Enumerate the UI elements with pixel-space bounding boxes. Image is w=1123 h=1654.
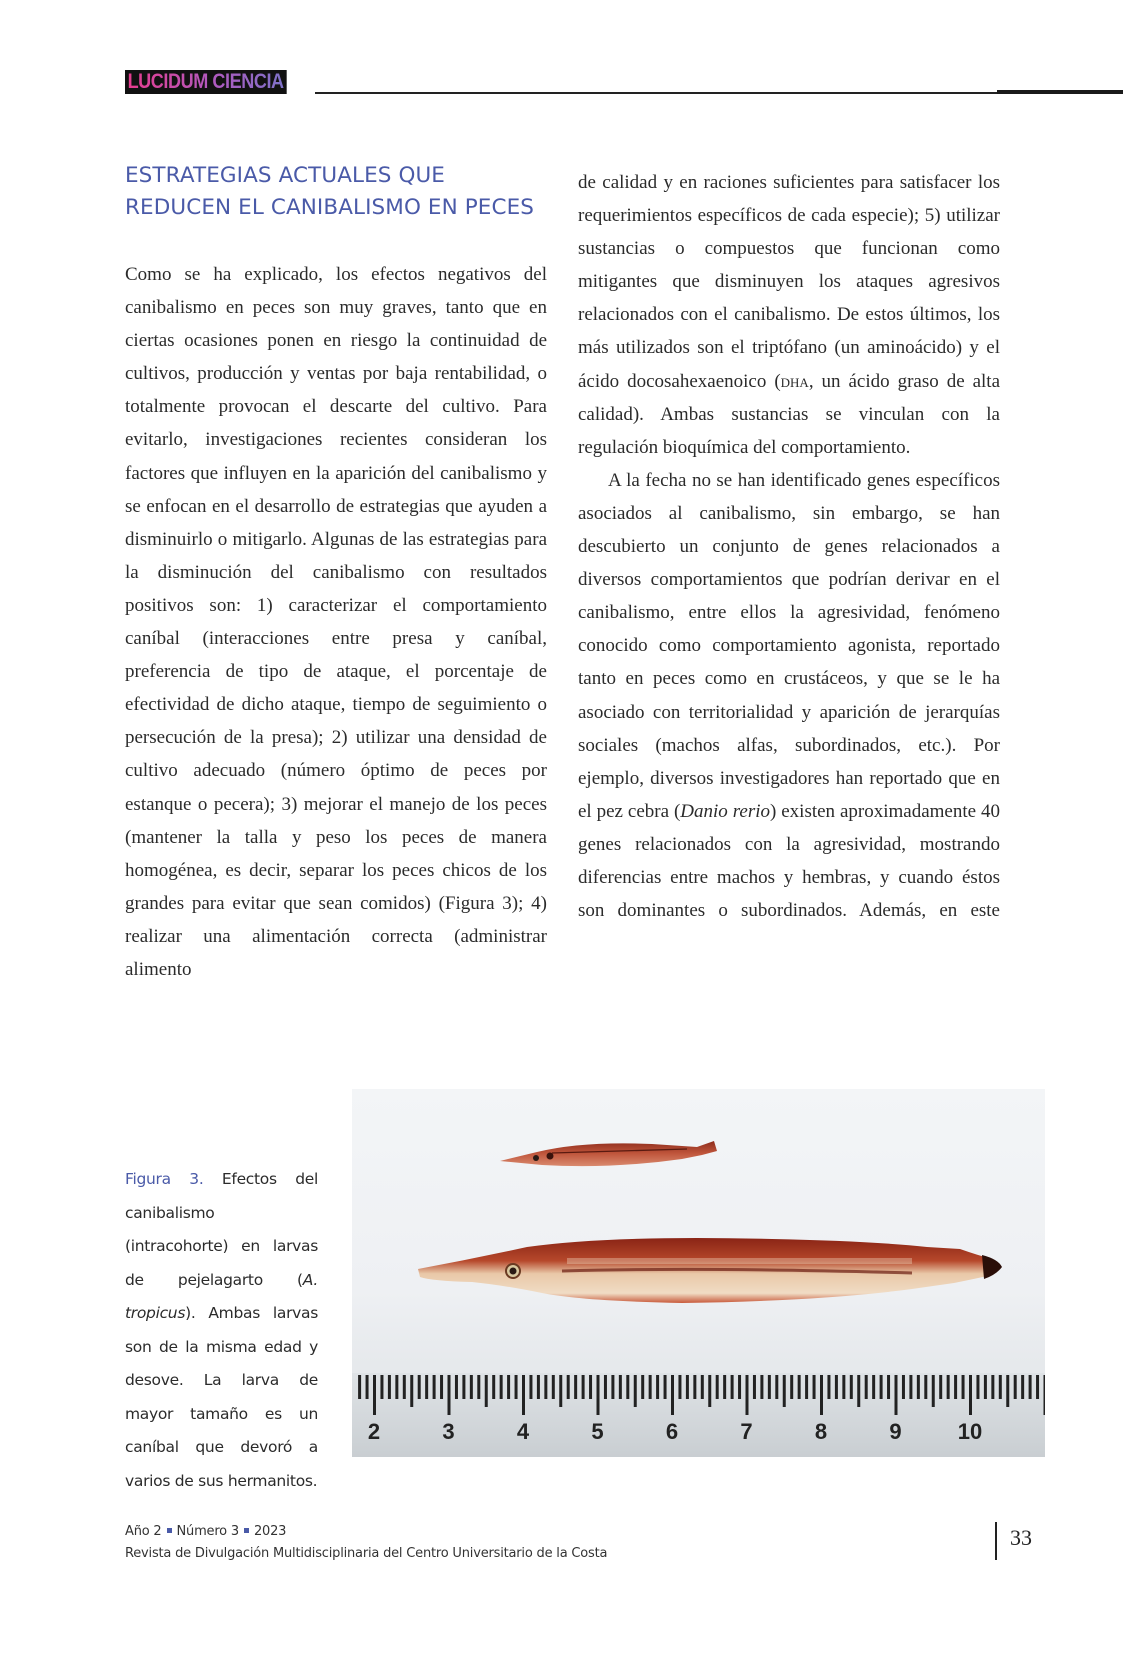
ruler-tick	[1021, 1375, 1024, 1399]
ruler-tick	[388, 1375, 391, 1399]
publication-name: Revista de Divulgación Multidisciplinaria del Centro Universitario de la Costa	[125, 1546, 608, 1561]
species-name: Danio rerio	[680, 800, 770, 822]
ruler-tick	[418, 1375, 421, 1399]
ruler-tick	[582, 1375, 585, 1399]
ruler-tick	[991, 1375, 994, 1399]
ruler-tick	[813, 1375, 816, 1399]
separator-square-icon	[167, 1528, 172, 1533]
ruler-label: 10	[957, 1419, 983, 1444]
ruler-tick	[850, 1375, 853, 1399]
larvae-photo-illustration	[352, 1089, 1045, 1457]
ruler-tick	[827, 1375, 830, 1399]
ruler-tick	[760, 1375, 763, 1399]
journal-logo: LUCIDUM CIENCIA	[125, 70, 286, 94]
header-rule-accent	[997, 90, 1123, 94]
separator-square-icon	[244, 1528, 249, 1533]
body-text: , un ácido graso de alta calidad). Ambas sustancias se vinculan con la regulación bioquímica del comportamiento.	[578, 370, 1000, 458]
ruler-tick	[604, 1375, 607, 1399]
ruler-major-tick	[522, 1375, 525, 1415]
ruler-label: 4	[516, 1419, 530, 1444]
ruler-tick	[656, 1375, 659, 1399]
body-paragraph: A la fecha no se han identificado genes específicos asociados al canibalismo, sin embargo, se han descubierto un conjunto de genes relacionados a diversos comportamientos que podrían derivar en el canibalismo, entre ellos la agresividad, fenómeno conocido como comportamiento agonista, reportado tanto en peces como en crustáceos, y que se le ha asociado con territorialidad y aparición de jerarquías sociales (machos alfas, subordinados, etc.). Por ejemplo, diversos investigadores han reportado que en el pez cebra (Danio rerio) existen aproximadamente 40 genes relacionados con la agresividad, mostrando diferencias entre machos y hembras, y cuando éstos son dominantes o subordinados. Además, en este	[578, 469, 1000, 922]
ruler-label: 8	[814, 1419, 828, 1444]
running-header	[125, 70, 1123, 96]
ruler-label: 5	[591, 1419, 604, 1444]
ruler-tick	[410, 1375, 413, 1407]
ruler-tick	[626, 1375, 629, 1399]
page-footer	[125, 1521, 607, 1565]
ruler-tick	[805, 1375, 808, 1399]
ruler-major-tick	[597, 1375, 600, 1415]
ruler-tick	[485, 1375, 488, 1407]
ruler-major-tick	[895, 1375, 898, 1415]
ruler-tick	[798, 1375, 801, 1399]
ruler-tick	[433, 1375, 436, 1399]
ruler-tick	[984, 1375, 987, 1399]
ruler-tick	[857, 1375, 860, 1407]
ruler-tick	[619, 1375, 622, 1399]
ruler-major-tick	[448, 1375, 451, 1415]
ruler-label: 6	[665, 1419, 679, 1444]
ruler-tick	[567, 1375, 570, 1399]
ruler-tick	[716, 1375, 719, 1399]
ruler-tick	[1006, 1375, 1009, 1407]
ruler-tick	[693, 1375, 696, 1399]
large-cannibal-larva	[418, 1238, 1002, 1303]
ruler-tick	[842, 1375, 845, 1399]
ruler-tick	[924, 1375, 927, 1399]
figure-3-photo	[352, 1089, 1045, 1457]
page-number-divider	[995, 1522, 997, 1560]
ruler-major-tick	[746, 1375, 749, 1415]
ruler-tick	[775, 1375, 778, 1399]
ruler-tick	[366, 1375, 369, 1399]
ruler-tick	[738, 1375, 741, 1399]
ruler-tick	[455, 1375, 458, 1399]
ruler-tick	[731, 1375, 734, 1399]
figure-label: Figura 3.	[125, 1170, 204, 1188]
ruler-tick	[1029, 1375, 1032, 1399]
ruler-tick	[470, 1375, 473, 1399]
ruler-label: 3	[442, 1419, 455, 1444]
ruler-tick	[999, 1375, 1002, 1399]
ruler-major-tick	[820, 1375, 823, 1415]
ruler-tick	[962, 1375, 965, 1399]
ruler-tick	[917, 1375, 920, 1399]
ruler-tick	[492, 1375, 495, 1399]
ruler-tick	[790, 1375, 793, 1399]
ruler-tick	[380, 1375, 383, 1399]
ruler-tick	[664, 1375, 667, 1399]
ruler-tick	[589, 1375, 592, 1399]
abbreviation: dha	[780, 370, 809, 392]
ruler-tick	[909, 1375, 912, 1399]
ruler-tick	[708, 1375, 711, 1407]
figure-caption: Figura 3. Efectos del canibalismo (intracohorte) en larvas de pejelagarto (A. tropicus). Ambas larvas son de la misma edad y desove. La larva de mayor tamaño es un caníbal que devoró a varios de sus hermanitos.	[125, 1170, 318, 1490]
ruler-tick	[678, 1375, 681, 1399]
ruler-label: 2	[367, 1419, 381, 1444]
small-larva	[500, 1141, 717, 1166]
ruler-major-tick	[671, 1375, 674, 1415]
page-number: 33	[1010, 1525, 1032, 1550]
ruler-tick	[723, 1375, 726, 1399]
ruler-tick	[395, 1375, 398, 1399]
ruler-tick	[552, 1375, 555, 1399]
ruler-tick	[537, 1375, 540, 1399]
body-text: de calidad y en raciones suficientes para satisfacer los requerimientos específicos de cada especie); 5) utilizar sustancias o compuestos que funcionan como mitigantes que disminuyen los ataques agresivos relacionados con el canibalismo. De estos últimos, los más utilizados son el triptófano (un aminoácido) y el ácido docosahexaenoico (	[578, 172, 1000, 392]
measuring-ruler	[352, 1373, 1045, 1457]
body-paragraph: Como se ha explicado, los efectos negativos del canibalismo en peces son muy graves, tanto que en ciertas ocasiones ponen en riesgo la continuidad de cultivos, producción y ventas por baja rentabilidad, o totalmente provocan el descarte del cultivo. Para evitarlo, investigaciones recientes consideran los factores que influyen en la aparición del canibalismo y se enfocan en el desarrollo de estrategias que ayuden a disminuirlo o mitigarlo. Algunas de las estrategias para la disminución del canibalismo con resultados positivos son: 1) caracterizar el comportamiento caníbal (interacciones entre presa y caníbal, preferencia de tipo de ataque, el porcentaje de efectividad de dicho ataque, tiempo de seguimiento o persecución de la presa); 2) utilizar una densidad de cultivo adecuado (número óptimo de peces por estanque o pecera); 3) mejorar el manejo de los peces (mantener la talla y peso los peces de manera homogénea, es decir, separar los peces chicos de los grandes para evitar que sean comidos) (Figura 3); 4) realizar una alimentación correcta (administrar alimento	[125, 264, 547, 980]
ruler-tick	[783, 1375, 786, 1407]
text-column-left	[125, 160, 547, 986]
ruler-tick	[686, 1375, 689, 1399]
ruler-tick	[947, 1375, 950, 1399]
ruler-tick	[939, 1375, 942, 1399]
ruler-tick	[880, 1375, 883, 1399]
ruler-label: 7	[740, 1419, 753, 1444]
ruler-tick	[634, 1375, 637, 1407]
ruler-tick	[753, 1375, 756, 1399]
ruler-label: 9	[889, 1419, 902, 1444]
ruler-tick	[500, 1375, 503, 1399]
ruler-tick	[641, 1375, 644, 1399]
ruler-tick	[544, 1375, 547, 1399]
ruler-tick	[425, 1375, 428, 1399]
issue-info: Año 2 Número 3 2023	[125, 1524, 287, 1539]
text-column-right	[578, 166, 1000, 927]
ruler-tick	[976, 1375, 979, 1399]
ruler-tick	[559, 1375, 562, 1407]
ruler-tick	[403, 1375, 406, 1399]
ruler-tick	[462, 1375, 465, 1399]
ruler-tick	[358, 1375, 361, 1399]
ruler-tick	[865, 1375, 868, 1399]
ruler-tick	[477, 1375, 480, 1399]
ruler-tick	[954, 1375, 957, 1399]
ruler-tick	[611, 1375, 614, 1399]
ruler-major-tick	[1044, 1375, 1046, 1415]
ruler-tick	[507, 1375, 510, 1399]
ruler-tick	[902, 1375, 905, 1399]
section-heading: ESTRATEGIAS ACTUALES QUE REDUCEN EL CANIBALISMO EN PECES	[125, 163, 534, 220]
ruler-tick	[515, 1375, 518, 1399]
ruler-tick	[649, 1375, 652, 1399]
ruler-tick	[529, 1375, 532, 1399]
ruler-tick	[1036, 1375, 1039, 1399]
ruler-tick	[887, 1375, 890, 1399]
ruler-tick	[1014, 1375, 1017, 1399]
body-paragraph-continued	[578, 166, 1000, 464]
ruler-tick	[932, 1375, 935, 1407]
ruler-tick	[872, 1375, 875, 1399]
ruler-tick	[440, 1375, 443, 1399]
ruler-tick	[768, 1375, 771, 1399]
ruler-tick	[835, 1375, 838, 1399]
ruler-tick	[574, 1375, 577, 1399]
ruler-major-tick	[969, 1375, 972, 1415]
ruler-tick	[701, 1375, 704, 1399]
ruler-major-tick	[373, 1375, 376, 1415]
